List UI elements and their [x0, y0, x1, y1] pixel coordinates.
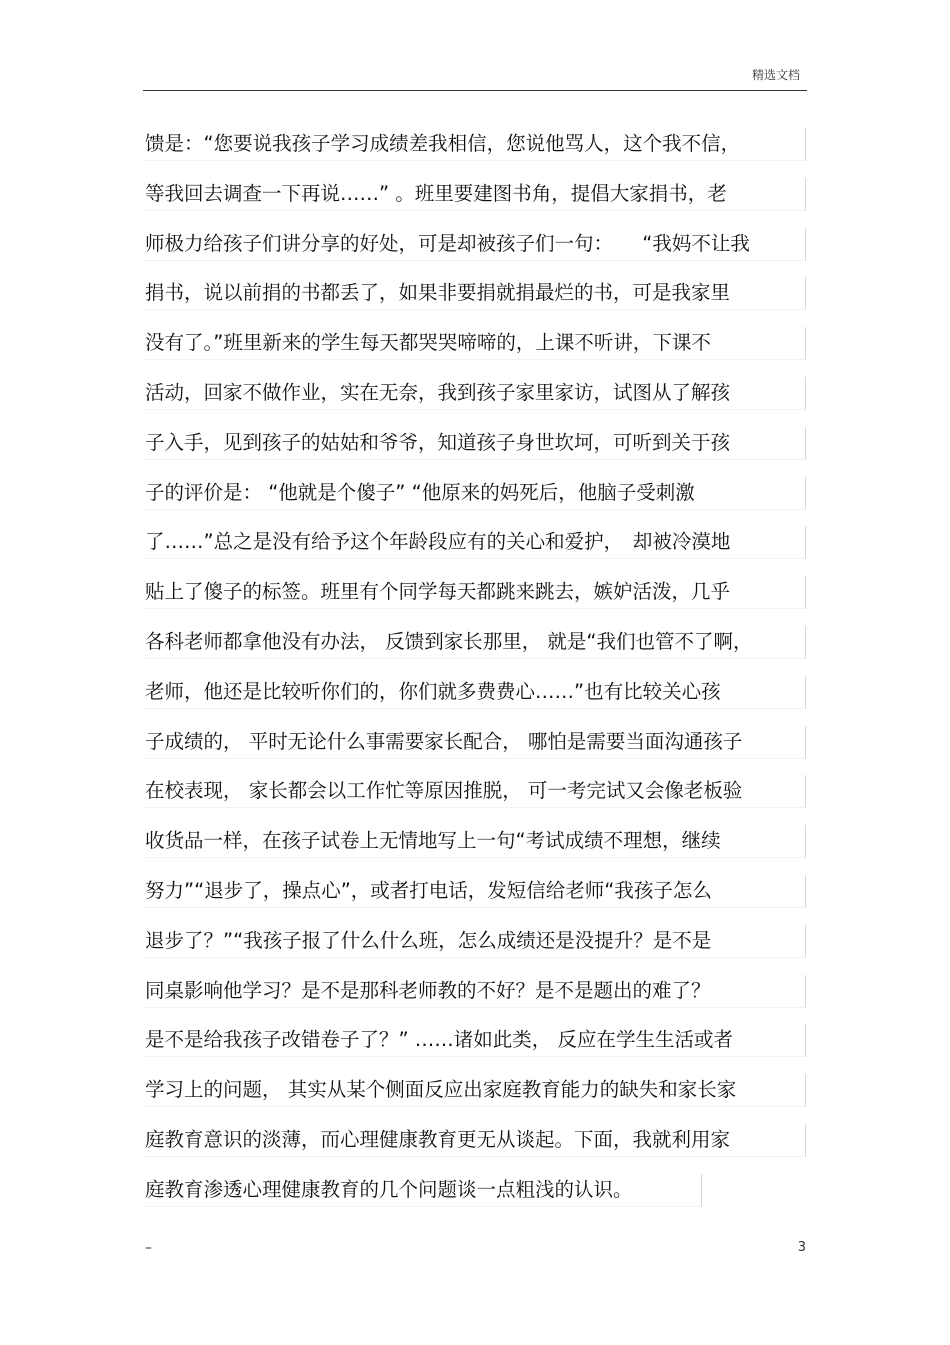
text-line: 子成绩的， 平时无论什么事需要家长配合， 哪怕是需要当面沟通孩子	[145, 726, 806, 759]
text-line: 没有了。”班里新来的学生每天都哭哭啼啼的，上课不听讲，下课不	[145, 327, 806, 360]
text-line: 等我回去调查一下再说……” 。班里要建图书角，提倡大家捐书，老	[145, 178, 806, 211]
text-line: 贴上了傻子的标签。班里有个同学每天都跳来跳去，嫉妒活泼，几乎	[145, 576, 806, 609]
text-line: 师极力给孩子们讲分享的好处，可是却被孩子们一句： “我妈不让我	[145, 228, 806, 261]
text-line: 努力”“退步了，操点心”，或者打电话，发短信给老师“我孩子怎么	[145, 875, 806, 908]
text-line: 庭教育渗透心理健康教育的几个问题谈一点粗浅的认识。	[145, 1174, 702, 1207]
text-line: 在校表现， 家长都会以工作忙等原因推脱， 可一考完试又会像老板验	[145, 775, 806, 808]
text-line: 是不是给我孩子改错卷子了？” ……诸如此类， 反应在学生生活或者	[145, 1024, 806, 1057]
text-line: 同桌影响他学习？是不是那科老师教的不好？是不是题出的难了？	[145, 975, 806, 1008]
text-line: 各科老师都拿他没有办法， 反馈到家长那里， 就是“我们也管不了啊，	[145, 626, 806, 659]
text-line: 了……”总之是没有给予这个年龄段应有的关心和爱护， 却被冷漠地	[145, 526, 806, 559]
footer-mark: –	[145, 1240, 152, 1256]
text-line: 馈是：“您要说我孩子学习成绩差我相信，您说他骂人，这个我不信，	[145, 128, 806, 161]
text-line: 退步了？”“我孩子报了什么什么班，怎么成绩还是没提升？是不是	[145, 925, 806, 958]
header-label: 精选文档	[751, 68, 800, 82]
text-line: 子的评价是： “他就是个傻子” “他原来的妈死后，他脑子受刺激	[145, 477, 806, 510]
text-line: 子入手，见到孩子的姑姑和爷爷，知道孩子身世坎坷，可听到关于孩	[145, 427, 806, 460]
text-line: 庭教育意识的淡薄，而心理健康教育更无从谈起。下面，我就利用家	[145, 1124, 806, 1157]
text-line: 老师，他还是比较听你们的，你们就多费费心……”也有比较关心孩	[145, 676, 806, 709]
text-line: 活动，回家不做作业，实在无奈，我到孩子家里家访，试图从了解孩	[145, 377, 806, 410]
page-number: 3	[797, 1240, 806, 1255]
text-line: 捐书，说以前捐的书都丢了，如果非要捐就捐最烂的书，可是我家里	[145, 277, 806, 310]
text-line: 学习上的问题， 其实从某个侧面反应出家庭教育能力的缺失和家长家	[145, 1074, 806, 1107]
text-line: 收货品一样，在孩子试卷上无情地写上一句“考试成绩不理想，继续	[145, 825, 806, 858]
header-rule	[143, 90, 807, 91]
